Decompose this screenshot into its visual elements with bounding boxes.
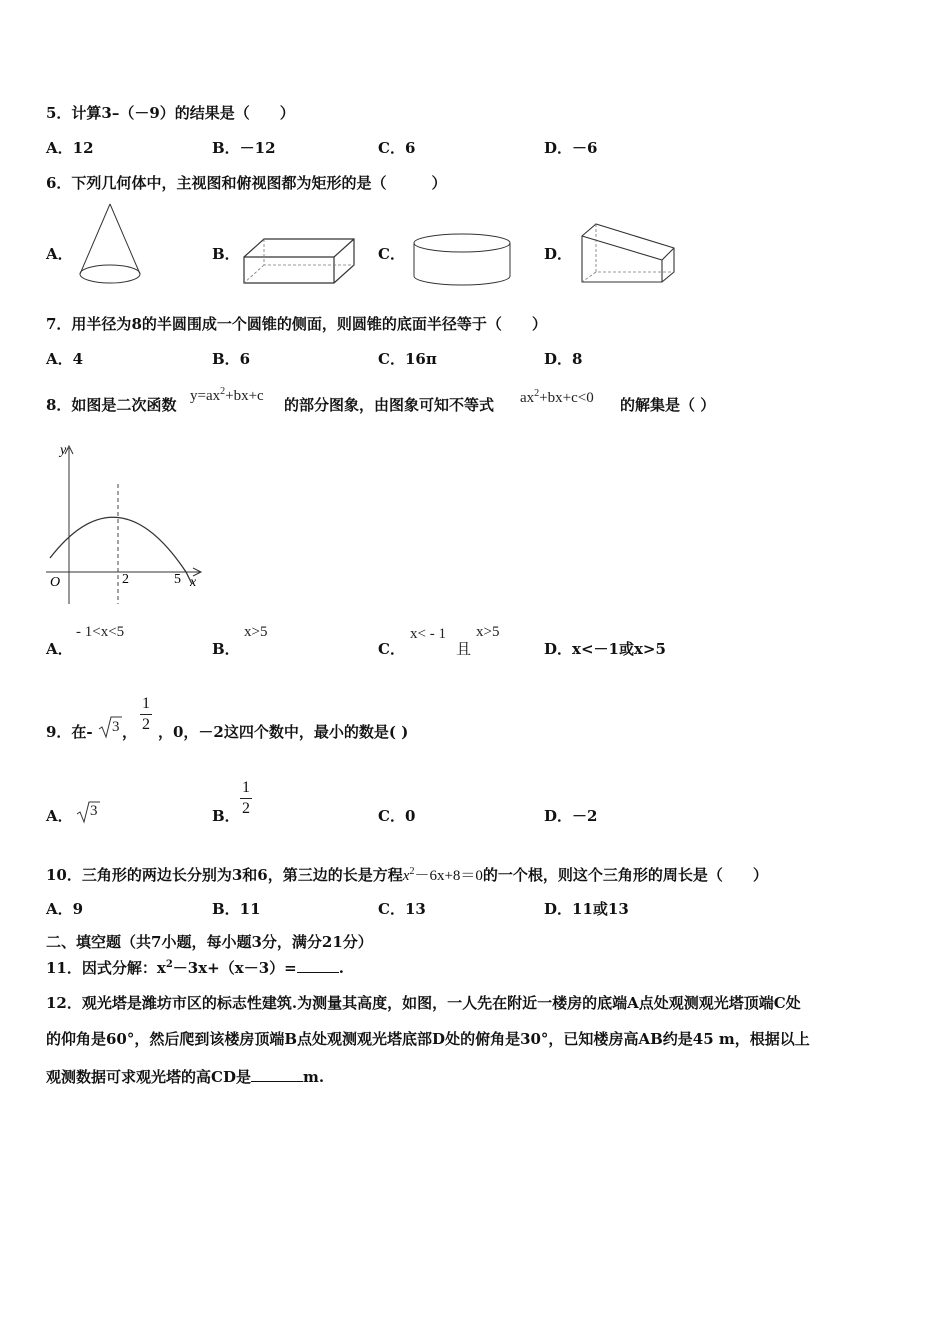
q9-fraction-numerator: 1 (140, 694, 152, 715)
q12-line-2: 的仰角是60°，然后爬到该楼房顶端B点处观测观光塔底部D处的俯角是30°，已知楼房高AB约是45 m，根据以上 (46, 1030, 810, 1048)
q8-stem-c: 的解集是（ ） (620, 396, 716, 414)
q9-sqrt-value: 3 (112, 719, 120, 735)
parabola-curve (50, 517, 192, 584)
origin-label: O (50, 575, 61, 590)
q8-function: $y=ax^2+bx+c$ (190, 386, 264, 404)
q10-stem: 10．三角形的两边长分别为3和6，第三边的长是方程$x^2-6x+8=0$的一个根，则这个三角形的周长是（ ） (46, 866, 768, 884)
q5-option-a: A．12 (46, 139, 94, 157)
q8-option-d: D．x<－1或x>5 (544, 640, 666, 658)
q10-option-d: D．11或13 (544, 900, 629, 918)
cylinder-icon (410, 232, 514, 288)
q9-option-d: D．－2 (544, 807, 598, 825)
q12-answer-blank[interactable] (251, 1081, 303, 1082)
q9-stem-a: 9．在- (46, 723, 93, 741)
q7-option-b: B．6 (212, 350, 251, 368)
q6-label-c: C． (378, 245, 405, 263)
q7-stem: 7．用半径为8的半圆围成一个圆锥的侧面，则圆锥的底面半径等于（ ） (46, 315, 547, 333)
q8-option-a: - 1<x<5 (76, 624, 125, 640)
q6-label-a: A． (46, 245, 73, 263)
q9-label-a: A． (46, 807, 73, 825)
section-heading: 二、填空题（共7小题，每小题3分，满分21分） (46, 933, 373, 951)
q8-option-c-1: x< - 1 (410, 626, 446, 642)
q5-option-c: C．6 (378, 139, 416, 157)
q9-fraction-denominator: 2 (142, 716, 150, 733)
prism-icon (578, 222, 682, 286)
q8-option-c-and: 且 (456, 640, 472, 658)
q9-option-b-denominator: 2 (242, 800, 250, 817)
q6-label-b: B． (212, 245, 240, 263)
q7-option-a: A．4 (46, 350, 84, 368)
tick-root: 5 (174, 572, 181, 587)
q9-option-c: C．0 (378, 807, 416, 825)
x-axis-label: x (190, 575, 197, 590)
q9-option-a-value: 3 (90, 803, 98, 819)
q9-option-b-numerator: 1 (240, 778, 252, 799)
q7-option-d: D．8 (544, 350, 583, 368)
q9-label-b: B． (212, 807, 240, 825)
q8-inequality: $ax^2+bx+c<0$ (520, 388, 594, 406)
q5-option-d: D．－6 (544, 139, 598, 157)
q8-label-c: C． (378, 640, 405, 658)
q8-option-b: x>5 (244, 624, 268, 640)
cone-icon (76, 202, 146, 292)
q10-option-b: B．11 (212, 900, 261, 918)
q10-option-a: A．9 (46, 900, 84, 918)
q7-option-c: C．16π (378, 350, 437, 368)
q9-separator: ， (122, 723, 138, 741)
parabola-graph (40, 440, 210, 610)
q11-stem: 11．因式分解：$x^2-3x+(x-3)=$ . (46, 959, 344, 977)
y-axis-label: y (60, 443, 67, 458)
q6-label-d: D． (544, 245, 573, 263)
cuboid-icon (240, 235, 360, 285)
q9-option-b-fraction (240, 778, 252, 819)
q6-stem: 6．下列几何体中，主视图和俯视图都为矩形的是（ ） (46, 174, 447, 192)
q9-stem-b: ，0，－2这四个数中，最小的数是( ) (158, 723, 409, 741)
q12-line-1: 12．观光塔是潍坊市区的标志性建筑.为测量其高度，如图，一人先在附近一楼房的底端A点处观测观光塔顶端C处 (46, 994, 801, 1012)
q8-stem-b: 的部分图象，由图象可知不等式 (284, 396, 495, 414)
q12-line-3: 观测数据可求观光塔的高CD是 m. (46, 1068, 325, 1086)
q5-option-b: B．－12 (212, 139, 276, 157)
q10-option-c: C．13 (378, 900, 426, 918)
q8-label-a: A． (46, 640, 73, 658)
tick-vertex: 2 (122, 572, 129, 587)
q5-stem: 5．计算3–（－9）的结果是（ ） (46, 104, 295, 122)
q11-answer-blank[interactable] (297, 972, 339, 973)
q8-label-b: B． (212, 640, 240, 658)
q8-stem-a: 8．如图是二次函数 (46, 396, 177, 414)
q9-fraction (140, 694, 152, 735)
q8-option-c-2: x>5 (476, 624, 500, 640)
